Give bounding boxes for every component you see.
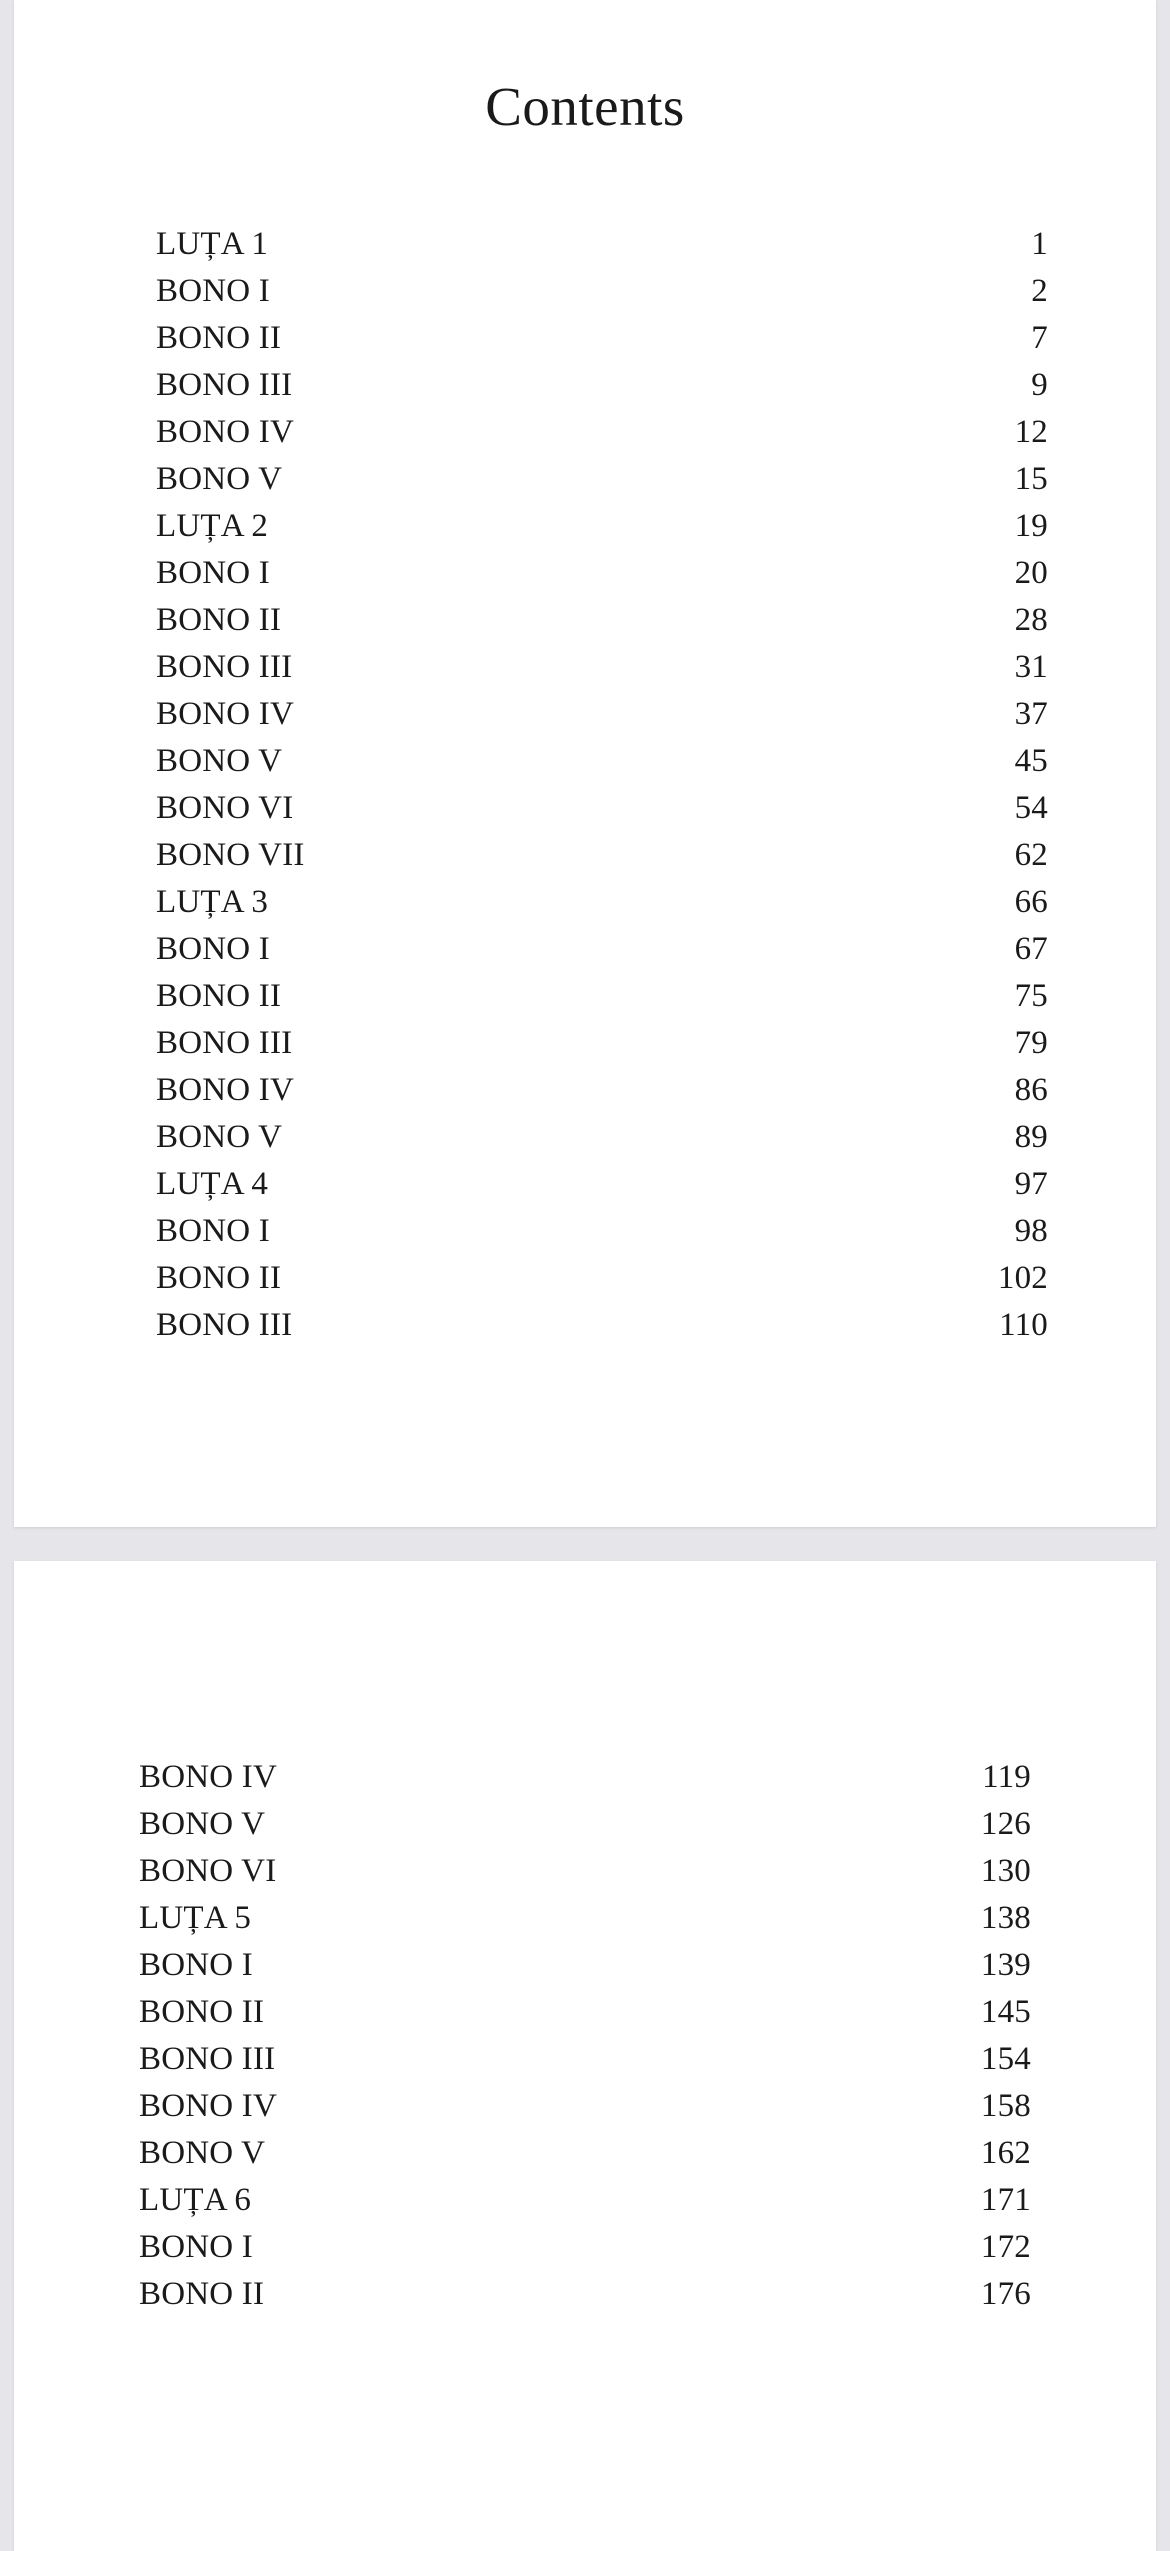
toc-entry[interactable] — [156, 1208, 1048, 1255]
toc-entry[interactable] — [156, 785, 1048, 832]
page-title: Contents — [485, 76, 685, 137]
toc-entry-page-number: 79 — [1014, 1025, 1048, 1061]
toc-entry[interactable] — [156, 1161, 1048, 1208]
toc-entry-label: BONO VI — [156, 790, 294, 826]
toc-entry[interactable] — [156, 503, 1048, 550]
toc-entry[interactable] — [139, 1754, 1031, 1801]
toc-entry[interactable] — [139, 2130, 1031, 2177]
toc-entry-label: BONO III — [156, 649, 293, 685]
toc-entry-label: BONO VII — [156, 837, 305, 873]
toc-entry-page-number: 176 — [980, 2276, 1031, 2312]
toc-entry-page-number: 7 — [1031, 320, 1048, 356]
toc-entry-page-number: 126 — [980, 1806, 1031, 1842]
toc-entry[interactable] — [139, 1801, 1031, 1848]
toc-entry-label: BONO IV — [139, 1759, 277, 1795]
toc-entry-label: BONO I — [139, 1947, 253, 1983]
toc-entry-label: BONO II — [156, 978, 282, 1014]
toc-entry-page-number: 1 — [1031, 226, 1048, 262]
toc-entry[interactable] — [139, 1895, 1031, 1942]
toc-entry-label: BONO IV — [156, 1072, 294, 1108]
toc-entry-label: LUȚA 1 — [156, 226, 269, 262]
toc-entry-label: BONO V — [156, 743, 283, 779]
toc-entry-page-number: 102 — [997, 1260, 1048, 1296]
toc-entry-page-number: 54 — [1014, 790, 1048, 826]
toc-entry[interactable] — [156, 362, 1048, 409]
toc-entry[interactable] — [139, 2036, 1031, 2083]
toc-entry-label: BONO III — [156, 1307, 293, 1343]
toc-entry[interactable] — [156, 644, 1048, 691]
toc-entry[interactable] — [156, 1020, 1048, 1067]
toc-entry[interactable] — [156, 691, 1048, 738]
toc-entry-page-number: 162 — [980, 2135, 1031, 2171]
toc-entry-label: BONO II — [139, 2276, 265, 2312]
toc-entry-label: BONO IV — [139, 2088, 277, 2124]
toc-entry-label: LUȚA 3 — [156, 884, 269, 920]
toc-entry-page-number: 67 — [1014, 931, 1048, 967]
toc-entry[interactable] — [139, 1848, 1031, 1895]
toc-entry-label: LUȚA 2 — [156, 508, 269, 544]
toc-entry-label: BONO III — [156, 367, 293, 403]
toc-entry-label: BONO V — [156, 1119, 283, 1155]
toc-entry[interactable] — [156, 456, 1048, 503]
toc-entry-page-number: 138 — [980, 1900, 1031, 1936]
toc-entry-page-number: 171 — [980, 2182, 1031, 2218]
toc-entry[interactable] — [156, 926, 1048, 973]
toc-entry[interactable] — [156, 973, 1048, 1020]
toc-entry-label: BONO III — [156, 1025, 293, 1061]
toc-entry[interactable] — [139, 2083, 1031, 2130]
toc-entry[interactable] — [156, 315, 1048, 362]
toc-entry-page-number: 139 — [980, 1947, 1031, 1983]
toc-entry-page-number: 28 — [1014, 602, 1048, 638]
toc-entry-page-number: 130 — [980, 1853, 1031, 1889]
toc-entry[interactable] — [156, 1302, 1048, 1349]
toc-entry-page-number: 97 — [1014, 1166, 1048, 1202]
toc-entry-label: BONO II — [156, 320, 282, 356]
toc-entry-page-number: 158 — [980, 2088, 1031, 2124]
toc-entry-page-number: 31 — [1014, 649, 1048, 685]
toc-entry-label: BONO II — [139, 1994, 265, 2030]
toc-entry-label: LUȚA 6 — [139, 2182, 252, 2218]
toc-entry-page-number: 12 — [1014, 414, 1048, 450]
toc-entry-page-number: 2 — [1031, 273, 1048, 309]
toc-entry[interactable] — [156, 1255, 1048, 1302]
toc-entry-label: BONO I — [156, 1213, 270, 1249]
toc-entry-page-number: 89 — [1014, 1119, 1048, 1155]
toc-entry-page-number: 86 — [1014, 1072, 1048, 1108]
toc-entry-label: BONO III — [139, 2041, 276, 2077]
toc-entry-page-number: 20 — [1014, 555, 1048, 591]
toc-entry[interactable] — [156, 550, 1048, 597]
toc-list — [139, 1754, 1031, 2318]
toc-entry-page-number: 15 — [1014, 461, 1048, 497]
toc-entry[interactable] — [139, 1989, 1031, 2036]
toc-entry-label: BONO I — [156, 273, 270, 309]
toc-entry-page-number: 9 — [1031, 367, 1048, 403]
toc-entry-label: BONO II — [156, 602, 282, 638]
toc-entry[interactable] — [139, 2177, 1031, 2224]
toc-entry[interactable] — [156, 738, 1048, 785]
toc-entry-label: BONO V — [139, 2135, 266, 2171]
toc-entry-label: BONO V — [139, 1806, 266, 1842]
toc-entry[interactable] — [156, 268, 1048, 315]
toc-entry-page-number: 110 — [999, 1307, 1048, 1343]
toc-entry[interactable] — [139, 2224, 1031, 2271]
toc-entry-page-number: 75 — [1014, 978, 1048, 1014]
toc-entry-page-number: 19 — [1014, 508, 1048, 544]
toc-entry-label: BONO VI — [139, 1853, 277, 1889]
toc-entry-page-number: 119 — [982, 1759, 1031, 1795]
toc-entry-label: BONO I — [156, 555, 270, 591]
toc-entry[interactable] — [156, 221, 1048, 268]
toc-entry-page-number: 37 — [1014, 696, 1048, 732]
toc-entry-label: BONO I — [139, 2229, 253, 2265]
toc-entry[interactable] — [139, 2271, 1031, 2318]
toc-entry[interactable] — [156, 1114, 1048, 1161]
toc-entry-label: BONO V — [156, 461, 283, 497]
document-page-1 — [14, 0, 1156, 1527]
toc-list — [156, 221, 1048, 1349]
toc-entry-label: BONO I — [156, 931, 270, 967]
toc-entry-label: BONO IV — [156, 696, 294, 732]
toc-entry[interactable] — [156, 409, 1048, 456]
toc-entry-page-number: 154 — [980, 2041, 1031, 2077]
toc-entry[interactable] — [156, 1067, 1048, 1114]
toc-entry[interactable] — [156, 879, 1048, 926]
toc-entry-page-number: 145 — [980, 1994, 1031, 2030]
document-page-2 — [14, 1561, 1156, 2551]
toc-entry-label: LUȚA 5 — [139, 1900, 252, 1936]
toc-entry-page-number: 45 — [1014, 743, 1048, 779]
toc-entry[interactable] — [156, 597, 1048, 644]
toc-entry-label: BONO II — [156, 1260, 282, 1296]
toc-entry[interactable] — [139, 1942, 1031, 1989]
toc-entry-page-number: 98 — [1014, 1213, 1048, 1249]
toc-entry-page-number: 66 — [1014, 884, 1048, 920]
toc-entry-label: LUȚA 4 — [156, 1166, 269, 1202]
toc-entry-label: BONO IV — [156, 414, 294, 450]
toc-entry-page-number: 62 — [1014, 837, 1048, 873]
toc-entry[interactable] — [156, 832, 1048, 879]
toc-entry-page-number: 172 — [980, 2229, 1031, 2265]
